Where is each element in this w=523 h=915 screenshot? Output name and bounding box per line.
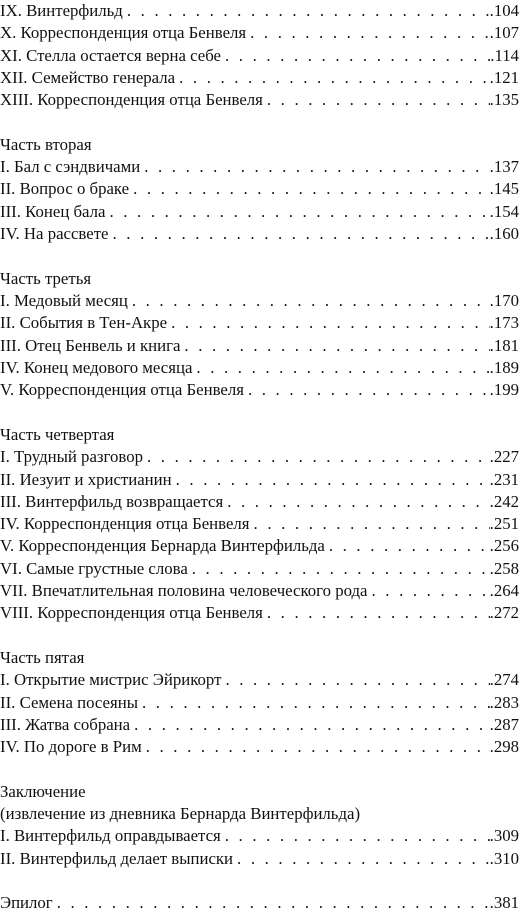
toc-entry[interactable] bbox=[0, 335, 519, 357]
toc-entry[interactable] bbox=[0, 736, 519, 758]
toc-entry[interactable] bbox=[0, 580, 519, 602]
entry-title: I. Трудный разговор bbox=[0, 447, 143, 467]
dot-leader bbox=[123, 0, 490, 22]
toc-entry[interactable] bbox=[0, 714, 519, 736]
toc-entry[interactable] bbox=[0, 446, 519, 468]
toc-section bbox=[0, 0, 523, 111]
dot-leader bbox=[221, 669, 489, 691]
entry-title: V. Корреспонденция Бернарда Винтерфильда bbox=[0, 536, 325, 556]
dot-leader bbox=[244, 379, 490, 401]
toc-entry[interactable] bbox=[0, 892, 519, 914]
dot-leader bbox=[180, 335, 489, 357]
dot-leader bbox=[138, 692, 490, 714]
dot-leader bbox=[233, 848, 490, 870]
page-number: .154 bbox=[489, 201, 519, 221]
page-number: .181 bbox=[489, 335, 519, 355]
toc-entry[interactable] bbox=[0, 67, 519, 89]
toc-section bbox=[0, 268, 523, 402]
section-gap bbox=[0, 402, 523, 424]
entry-title: III. Жатва собрана bbox=[0, 714, 131, 734]
page-number: .199 bbox=[489, 380, 519, 400]
entry-title: XI. Стелла остается верна себе bbox=[0, 45, 221, 65]
page-number: .283 bbox=[489, 692, 519, 712]
toc-entry[interactable] bbox=[0, 558, 519, 580]
entry-title: IV. По дороге в Рим bbox=[0, 737, 142, 757]
toc-entry[interactable] bbox=[0, 379, 519, 401]
page-number: .104 bbox=[489, 1, 519, 20]
toc-entry[interactable] bbox=[0, 848, 519, 870]
section-heading: Часть третья bbox=[0, 268, 92, 288]
page-number: .242 bbox=[489, 491, 519, 511]
section-heading: Часть пятая bbox=[0, 647, 85, 667]
section-heading: Часть четвертая bbox=[0, 424, 115, 444]
entry-title: II. Семена посеяны bbox=[0, 692, 138, 712]
toc-entry[interactable] bbox=[0, 201, 519, 223]
toc-section bbox=[0, 134, 523, 245]
dot-leader bbox=[140, 156, 489, 178]
page-number: .309 bbox=[489, 826, 519, 846]
toc-entry[interactable] bbox=[0, 290, 519, 312]
dot-leader bbox=[129, 178, 490, 200]
page-number: .274 bbox=[489, 670, 519, 690]
toc-entry[interactable] bbox=[0, 535, 519, 557]
page-number: .107 bbox=[489, 23, 519, 43]
page-number: .227 bbox=[489, 447, 519, 467]
dot-leader bbox=[263, 602, 490, 624]
page-number: .170 bbox=[489, 291, 519, 311]
dot-leader bbox=[192, 357, 489, 379]
toc-entry[interactable] bbox=[0, 178, 519, 200]
toc-entry[interactable] bbox=[0, 513, 519, 535]
page-number: .114 bbox=[490, 45, 519, 65]
entry-title: I. Винтерфильд оправдывается bbox=[0, 826, 221, 846]
toc-entry[interactable] bbox=[0, 602, 519, 624]
page-number: .251 bbox=[489, 514, 519, 534]
entry-title: XII. Семейство генерала bbox=[0, 67, 176, 87]
entry-title: XIII. Корреспонденция отца Бенвеля bbox=[0, 90, 263, 110]
toc-section bbox=[0, 892, 523, 914]
entry-title: VIII. Корреспонденция отца Бенвеля bbox=[0, 603, 263, 623]
dot-leader bbox=[188, 558, 490, 580]
page-number: .381 bbox=[489, 893, 519, 913]
dot-leader bbox=[142, 736, 490, 758]
entry-title: X. Корреспонденция отца Бенвеля bbox=[0, 23, 247, 43]
entry-title: VI. Самые грустные слова bbox=[0, 558, 188, 578]
page-number: .264 bbox=[489, 581, 519, 600]
page-number: .135 bbox=[489, 90, 519, 110]
dot-leader bbox=[143, 446, 490, 468]
dot-leader bbox=[221, 45, 490, 67]
toc-entry[interactable] bbox=[0, 469, 519, 491]
dot-leader bbox=[128, 290, 490, 312]
dot-leader bbox=[325, 535, 490, 557]
entry-title: III. Конец бала bbox=[0, 201, 106, 221]
page-number: .189 bbox=[489, 357, 519, 377]
entry-title: I. Бал с сэндвичами bbox=[0, 157, 141, 177]
section-gap bbox=[0, 111, 523, 133]
toc-entry[interactable] bbox=[0, 312, 519, 334]
page-number: .121 bbox=[489, 67, 519, 87]
entry-title: VII. Впечатлительная половина человеческого рода bbox=[0, 581, 368, 600]
page-number: .256 bbox=[489, 536, 519, 556]
page-number: .137 bbox=[489, 157, 519, 177]
section-heading: Заключение bbox=[0, 781, 86, 801]
dot-leader bbox=[175, 67, 490, 89]
section-gap bbox=[0, 245, 523, 267]
section-heading: (извлечение из дневника Бернарда Винтерфильда) bbox=[0, 804, 361, 824]
toc-section bbox=[0, 781, 523, 870]
entry-title: II. Вопрос о браке bbox=[0, 179, 130, 199]
dot-leader bbox=[246, 22, 490, 44]
dot-leader bbox=[167, 312, 490, 334]
toc-section bbox=[0, 424, 523, 625]
entry-title: II. События в Тен-Акре bbox=[0, 313, 168, 333]
toc-entry[interactable] bbox=[0, 669, 519, 691]
entry-title: I. Открытие мистрис Эйрикорт bbox=[0, 670, 222, 690]
entry-title: V. Корреспонденция отца Бенвеля bbox=[0, 380, 244, 400]
toc-entry[interactable] bbox=[0, 156, 519, 178]
toc-entry[interactable] bbox=[0, 825, 519, 847]
entry-title: IV. На рассвете bbox=[0, 224, 109, 244]
page-number: .287 bbox=[489, 714, 519, 734]
entry-title: IV. Конец медового месяца bbox=[0, 357, 193, 377]
page-number: .298 bbox=[489, 737, 519, 757]
toc-entry[interactable] bbox=[0, 491, 519, 513]
entry-title: II. Винтерфильд делает выписки bbox=[0, 848, 234, 868]
page-number: .145 bbox=[489, 179, 519, 199]
section-gap bbox=[0, 625, 523, 647]
entry-title: I. Медовый месяц bbox=[0, 291, 128, 311]
dot-leader bbox=[172, 469, 490, 491]
dot-leader bbox=[250, 513, 490, 535]
page-number: .258 bbox=[489, 558, 519, 578]
section-heading: Часть вторая bbox=[0, 134, 92, 154]
page-number: .231 bbox=[489, 469, 519, 489]
toc-entry[interactable] bbox=[0, 223, 519, 245]
toc-entry[interactable] bbox=[0, 692, 519, 714]
dot-leader bbox=[53, 892, 490, 914]
toc-entry[interactable] bbox=[0, 357, 519, 379]
page-number: .173 bbox=[489, 313, 519, 333]
entry-title: IX. Винтерфильд bbox=[0, 1, 123, 20]
dot-leader bbox=[130, 714, 490, 736]
toc-entry[interactable] bbox=[0, 89, 519, 111]
entry-title: III. Отец Бенвель и книга bbox=[0, 335, 181, 355]
toc-entry[interactable] bbox=[0, 22, 519, 44]
toc-entry[interactable] bbox=[0, 45, 519, 67]
dot-leader bbox=[368, 580, 490, 602]
toc-entry[interactable] bbox=[0, 0, 519, 22]
entry-title: Эпилог bbox=[0, 893, 53, 913]
dot-leader bbox=[109, 223, 490, 245]
page-number: .272 bbox=[489, 603, 519, 623]
dot-leader bbox=[105, 201, 489, 223]
section-gap bbox=[0, 758, 523, 780]
entry-title: IV. Корреспонденция отца Бенвеля bbox=[0, 514, 250, 534]
dot-leader bbox=[223, 491, 489, 513]
page-number: .310 bbox=[489, 848, 519, 868]
dot-leader bbox=[221, 825, 490, 847]
page-number: .160 bbox=[489, 224, 519, 244]
toc-section bbox=[0, 647, 523, 758]
section-gap bbox=[0, 870, 523, 892]
dot-leader bbox=[263, 89, 490, 111]
entry-title: III. Винтерфильд возвращается bbox=[0, 491, 224, 511]
entry-title: II. Иезуит и христианин bbox=[0, 469, 172, 489]
